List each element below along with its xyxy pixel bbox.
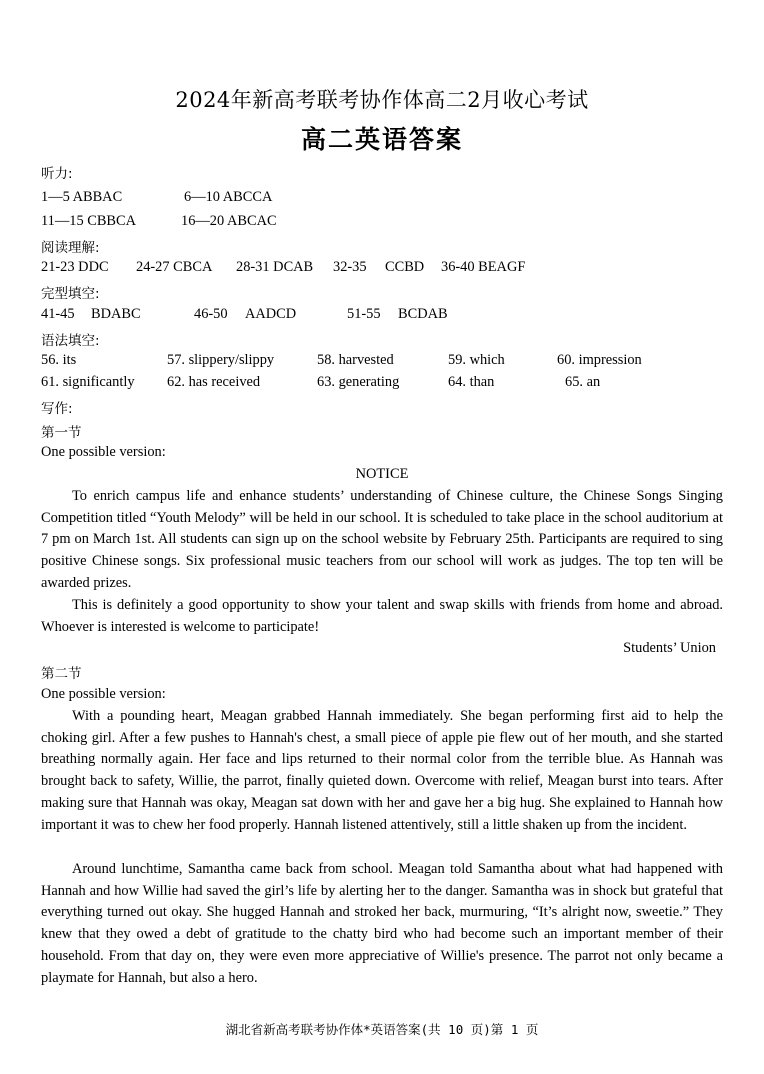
cloze-answer: 41-45 bbox=[41, 306, 75, 322]
notice-paragraph: This is definitely a good opportunity to show your talent and swap skills with friends from home and abroad. Whoever is interested is welcome to participate! bbox=[41, 597, 723, 635]
reading-answer: 36-40 BEAGF bbox=[441, 259, 526, 275]
grammar-answer: 62. has received bbox=[167, 374, 261, 390]
reading-answer: 21-23 DDC bbox=[41, 259, 109, 275]
listening-answer: 11—15 CBBCA bbox=[41, 213, 137, 229]
exam-title: 2024年新高考联考协作体高二2月收心考试 bbox=[175, 88, 589, 112]
notice-title: NOTICE bbox=[355, 466, 409, 482]
listening-answer: 16—20 ABCAC bbox=[181, 213, 277, 229]
grammar-answer: 61. significantly bbox=[41, 374, 135, 390]
section-2-intro: One possible version: bbox=[41, 686, 166, 702]
grammar-answer: 56. its bbox=[41, 352, 77, 368]
story-paragraph: With a pounding heart, Meagan grabbed Hannah immediately. She began performing first aid to help the choking girl. After a few pushes to Hannah's chest, a small piece of apple pie flew out of her mouth, and she started breathing normally again. Her face and lips returned to their normal color from the terrible blue. As Hannah was brought back to safety, Willie, the parrot, finally quieted down. Overcome with relief, Meagan burst into tears. After making sure that Hannah was okay, Meagan sat down with her and gave her a big hug. She explained to Hannah how important it was to chew her food properly. Hannah listened attentively, still a little shaken up from the incident. bbox=[41, 708, 723, 833]
grammar-answer: 65. an bbox=[565, 374, 601, 390]
grammar-answer: 64. than bbox=[448, 374, 495, 390]
grammar-answer: 59. which bbox=[448, 352, 505, 368]
cloze-answer: 46-50 bbox=[194, 306, 228, 322]
section-1-label: 第一节 bbox=[41, 425, 82, 441]
cloze-answer: AADCD bbox=[245, 306, 297, 322]
reading-answer: CCBD bbox=[385, 259, 425, 275]
grammar-answer: 57. slippery/slippy bbox=[167, 352, 275, 368]
grammar-heading: 语法填空: bbox=[41, 333, 100, 349]
listening-answer: 1—5 ABBAC bbox=[41, 189, 123, 205]
page-footer: 湖北省新高考联考协作体*英语答案(共 10 页)第 1 页 bbox=[225, 1022, 539, 1037]
writing-heading: 写作: bbox=[41, 401, 73, 417]
section-2-label: 第二节 bbox=[41, 666, 82, 682]
grammar-answer: 58. harvested bbox=[317, 352, 394, 368]
notice-signature: Students’ Union bbox=[623, 640, 716, 656]
cloze-answer: BCDAB bbox=[398, 306, 448, 322]
reading-answer: 32-35 bbox=[333, 259, 367, 275]
grammar-answer: 60. impression bbox=[557, 352, 642, 368]
grammar-answer: 63. generating bbox=[317, 374, 400, 390]
cloze-answer: 51-55 bbox=[347, 306, 381, 322]
cloze-answer: BDABC bbox=[91, 306, 141, 322]
reading-answer: 28-31 DCAB bbox=[236, 259, 314, 275]
story-paragraph: Around lunchtime, Samantha came back from school. Meagan told Samantha about what had happened with Hannah and how Willie had saved the girl’s life by alerting her to the danger. Samantha was in shock but grateful that everything turned out okay. She hugged Hannah and stroked her back, murmuring, “It’s alright now, sweetie.” They knew that they owed a debt of gratitude to the chatty bird who had become such an important member of their household. From that day on, they were even more appreciative of Willie's presence. The parrot not only became a playmate for Hannah, but also a hero. bbox=[41, 861, 723, 986]
reading-heading: 阅读理解: bbox=[41, 240, 100, 256]
listening-answer: 6—10 ABCCA bbox=[184, 189, 273, 205]
listening-heading: 听力: bbox=[41, 166, 73, 182]
notice-paragraph: To enrich campus life and enhance students’ understanding of Chinese culture, the Chinese Songs Singing Competition titled “Youth Melody” will be held in our school. It is scheduled to take place in the school auditorium at 7 pm on March 1st. All students can sign up on the school website by February 25th. Participants are required to sing positive Chinese songs. Six professional music teachers from our school will work as judges. The top ten will be awarded prizes. bbox=[41, 488, 723, 591]
reading-answer: 24-27 CBCA bbox=[136, 259, 213, 275]
answer-title: 高二英语答案 bbox=[300, 125, 463, 154]
cloze-heading: 完型填空: bbox=[41, 286, 100, 302]
section-1-intro: One possible version: bbox=[41, 444, 166, 460]
